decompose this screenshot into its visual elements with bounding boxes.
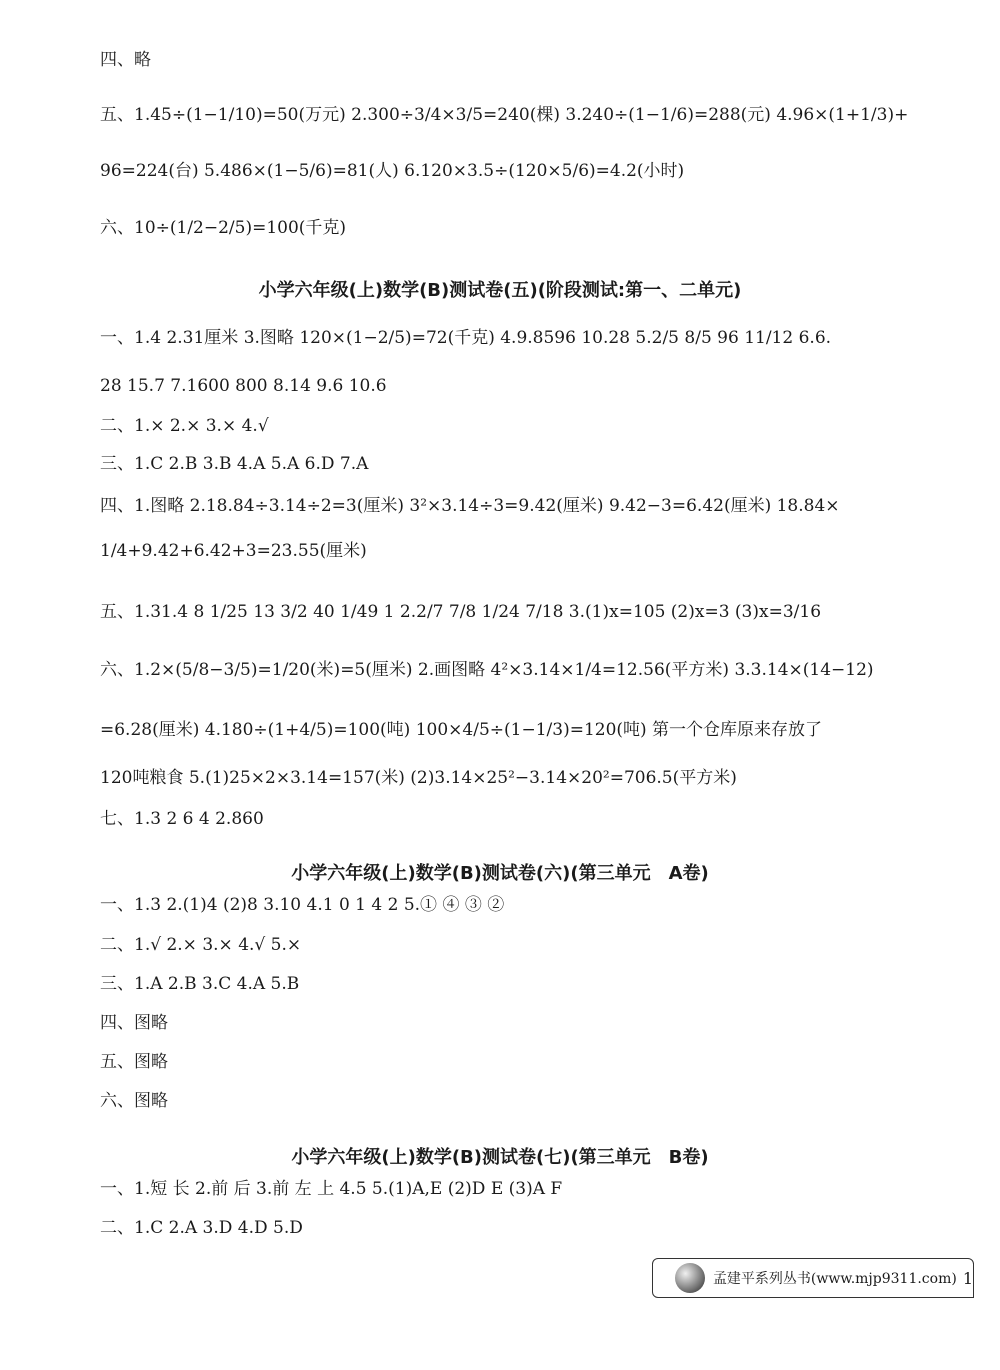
answer-line: 六、10÷(1/2−2/5)=100(千克) — [100, 218, 347, 238]
answer-line: 120吨粮食 5.(1)25×2×3.14=157(米) (2)3.14×25²−3.14×20²=706.5(平方米) — [100, 768, 737, 788]
answer-line: 三、1.C 2.B 3.B 4.A 5.A 6.D 7.A — [100, 454, 369, 474]
answer-line: 三、1.A 2.B 3.C 4.A 5.B — [100, 974, 300, 994]
answer-line: 五、图略 — [100, 1052, 168, 1072]
answer-line: 一、1.4 2.31厘米 3.图略 120×(1−2/5)=72(千克) 4.9.8596 10.28 5.2/5 8/5 96 11/12 6.6. — [100, 328, 832, 348]
answer-line: 五、1.45÷(1−1/10)=50(万元) 2.300÷3/4×3/5=240(棵) 3.240÷(1−1/6)=288(元) 4.96×(1+1/3)+ — [100, 105, 909, 125]
answer-line: 二、1.√ 2.× 3.× 4.√ 5.× — [100, 935, 302, 955]
answer-line: 28 15.7 7.1600 800 8.14 9.6 10.6 — [100, 376, 387, 396]
answer-line: 二、1.× 2.× 3.× 4.√ — [100, 416, 269, 436]
answer-line: 96=224(台) 5.486×(1−5/6)=81(人) 6.120×3.5÷(120×5/6)=4.2(小时) — [100, 161, 685, 181]
section-heading: 小学六年级(上)数学(B)测试卷(五)(阶段测试:第一、二单元) — [258, 280, 742, 301]
answer-line: 四、略 — [100, 50, 151, 70]
page-number: 1 — [962, 1268, 973, 1288]
series-name: 孟建平系列丛书(www.mjp9311.com) — [712, 1271, 957, 1287]
answer-line: 一、1.3 2.(1)4 (2)8 3.10 4.1 0 1 4 2 5.① ④ ③ ② — [100, 895, 505, 915]
footer-banner — [652, 1258, 974, 1298]
answer-line: 六、1.2×(5/8−3/5)=1/20(米)=5(厘米) 2.画图略 4²×3.14×1/4=12.56(平方米) 3.3.14×(14−12) — [100, 660, 874, 680]
sphere-logo-icon — [675, 1263, 705, 1293]
answer-line: 四、1.图略 2.18.84÷3.14÷2=3(厘米) 3²×3.14÷3=9.42(厘米) 9.42−3=6.42(厘米) 18.84× — [100, 496, 840, 516]
section-heading: 小学六年级(上)数学(B)测试卷(七)(第三单元 B卷) — [291, 1147, 709, 1168]
section-heading: 小学六年级(上)数学(B)测试卷(六)(第三单元 A卷) — [291, 863, 709, 884]
answer-line: 四、图略 — [100, 1013, 168, 1033]
answer-line: 五、1.31.4 8 1/25 13 3/2 40 1/49 1 2.2/7 7/8 1/24 7/18 3.(1)x=105 (2)x=3 (3)x=3/16 — [100, 602, 822, 622]
answer-line: 七、1.3 2 6 4 2.860 — [100, 809, 264, 829]
answer-line: 一、1.短 长 2.前 后 3.前 左 上 4.5 5.(1)A,E (2)D E (3)A F — [100, 1179, 563, 1199]
answer-line: 二、1.C 2.A 3.D 4.D 5.D — [100, 1218, 303, 1238]
answer-line: 六、图略 — [100, 1091, 168, 1111]
answer-line: =6.28(厘米) 4.180÷(1+4/5)=100(吨) 100×4/5÷(1−1/3)=120(吨) 第一个仓库原来存放了 — [100, 720, 823, 740]
answer-line: 1/4+9.42+6.42+3=23.55(厘米) — [100, 541, 367, 561]
